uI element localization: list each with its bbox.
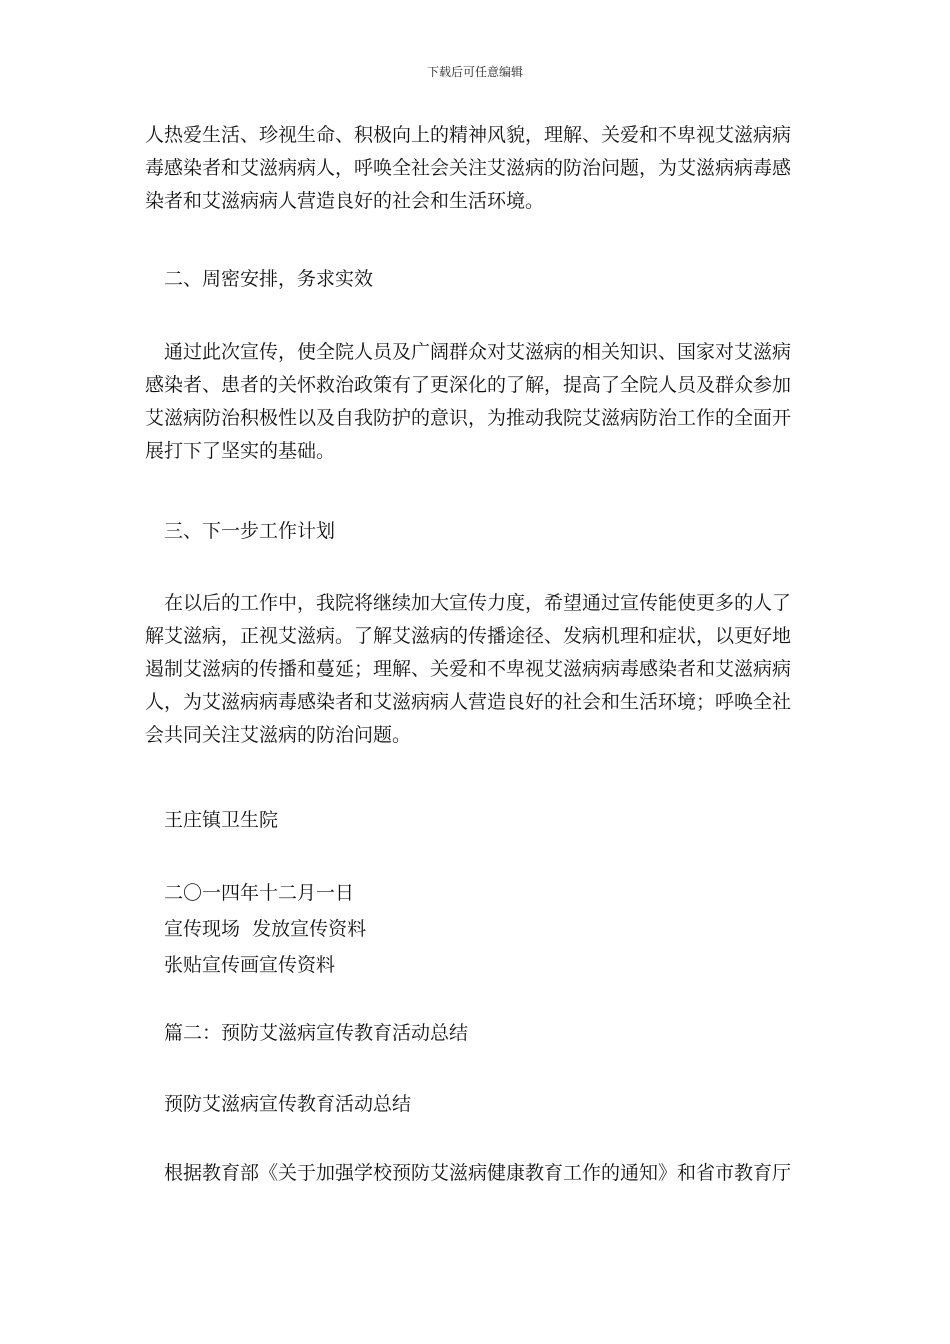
page-header-note: 下载后可任意编辑 <box>426 65 523 79</box>
text-line: 染者和艾滋病病人营造良好的社会和生活环境。 <box>145 190 545 212</box>
part2-title: 篇二：预防艾滋病宣传教育活动总结 <box>164 1022 469 1044</box>
caption-line: 张贴宣传画宣传资料 <box>164 954 336 976</box>
paragraph-2 <box>145 336 815 468</box>
section-heading-2: 二、周密安排，务求实效 <box>164 268 374 290</box>
text-line: 人，为艾滋病病毒感染者和艾滋病病人营造良好的社会和生活环境；呼唤全社 <box>145 691 792 713</box>
paragraph-1 <box>145 119 815 218</box>
date-and-captions <box>145 875 834 983</box>
paragraph-3 <box>145 587 815 752</box>
text-line: 通过此次宣传，使全院人员及广阔群众对艾滋病的相关知识、国家对艾滋病 <box>164 341 792 363</box>
text-line: 人热爱生活、珍视生命、积极向上的精神风貌，理解、关爱和不卑视艾滋病病 <box>145 124 792 146</box>
section-heading-3: 三、下一步工作计划 <box>164 520 336 542</box>
text-line: 艾滋病防治积极性以及自我防护的意识，为推动我院艾滋病防治工作的全面开 <box>145 407 792 429</box>
text-line: 会共同关注艾滋病的防治问题。 <box>145 724 412 746</box>
date-line: 二〇一四年十二月一日 <box>164 882 355 904</box>
text-line: 解艾滋病，正视艾滋病。了解艾滋病的传播途径、发病机理和症状，以更好地 <box>145 625 792 647</box>
caption-line: 宣传现场 发放宣传资料 <box>164 918 367 940</box>
text-line: 根据教育部《关于加强学校预防艾滋病健康教育工作的通知》和省市教育厅 <box>164 1162 792 1184</box>
part2-subtitle: 预防艾滋病宣传教育活动总结 <box>164 1093 412 1115</box>
part2-paragraph <box>145 1157 815 1190</box>
text-line: 在以后的工作中，我院将继续加大宣传力度，希望通过宣传能使更多的人了 <box>164 592 792 614</box>
text-line: 遏制艾滋病的传播和蔓延；理解、关爱和不卑视艾滋病病毒感染者和艾滋病病 <box>145 658 792 680</box>
text-line: 感染者、患者的关怀救治政策有了更深化的了解，提高了全院人员及群众参加 <box>145 374 792 396</box>
signature-org: 王庄镇卫生院 <box>164 809 279 831</box>
text-line: 毒感染者和艾滋病病人，呼唤全社会关注艾滋病的防治问题，为艾滋病病毒感 <box>145 157 792 179</box>
text-line: 展打下了坚实的基础。 <box>145 440 336 462</box>
